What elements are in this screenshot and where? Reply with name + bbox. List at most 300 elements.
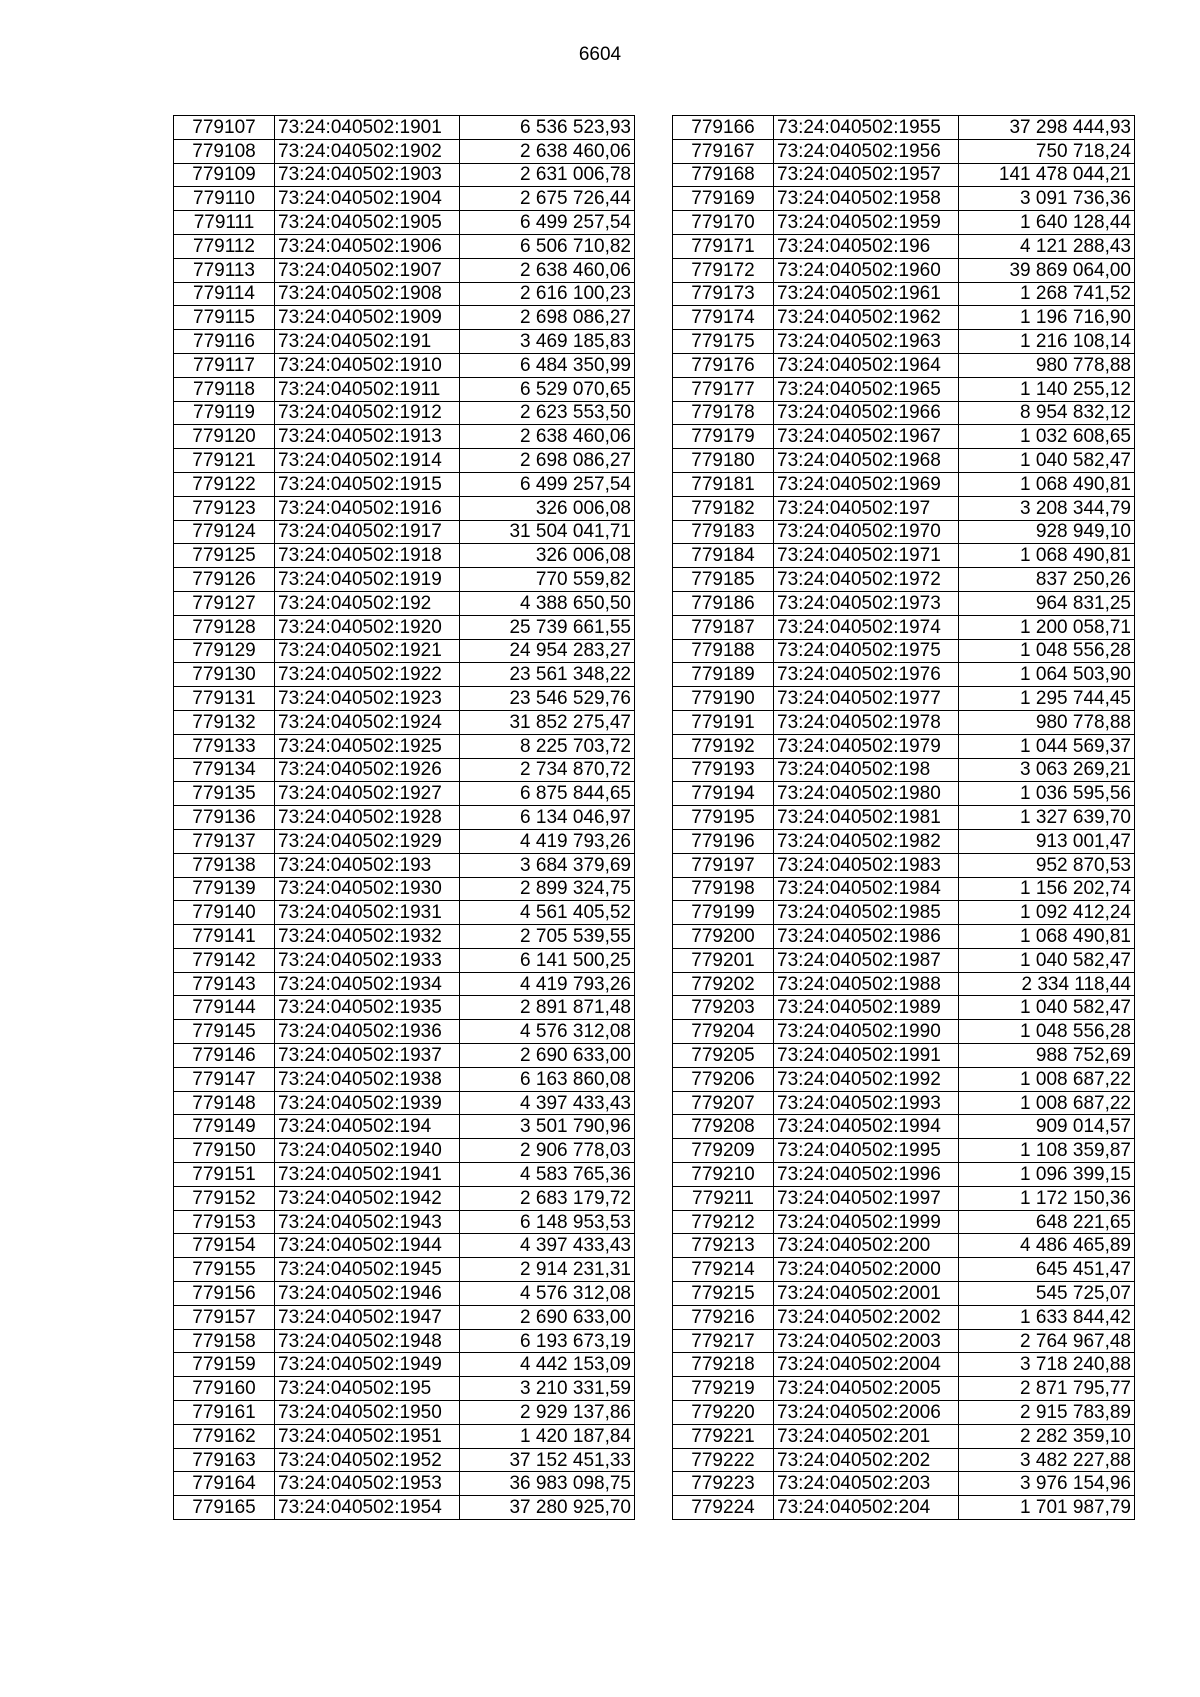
value-cell: 837 250,26 bbox=[959, 568, 1135, 592]
value-cell: 3 482 227,88 bbox=[959, 1448, 1135, 1472]
value-cell: 952 870,53 bbox=[959, 853, 1135, 877]
cadastral-number-cell: 73:24:040502:1987 bbox=[774, 948, 959, 972]
table-row bbox=[174, 449, 635, 473]
table-row bbox=[673, 116, 1135, 140]
row-number-cell: 779190 bbox=[673, 687, 774, 711]
cadastral-number-cell: 73:24:040502:1960 bbox=[774, 258, 959, 282]
table-row bbox=[673, 710, 1135, 734]
table-row bbox=[174, 330, 635, 354]
cadastral-number-cell: 73:24:040502:1973 bbox=[774, 591, 959, 615]
table-row bbox=[174, 377, 635, 401]
table-row bbox=[174, 1401, 635, 1425]
row-number-cell: 779180 bbox=[673, 449, 774, 473]
table-row bbox=[673, 353, 1135, 377]
table-row bbox=[673, 829, 1135, 853]
table-row bbox=[673, 591, 1135, 615]
cadastral-number-cell: 73:24:040502:1993 bbox=[774, 1091, 959, 1115]
cadastral-number-cell: 73:24:040502:201 bbox=[774, 1424, 959, 1448]
cadastral-number-cell: 73:24:040502:2005 bbox=[774, 1377, 959, 1401]
row-number-cell: 779145 bbox=[174, 1020, 275, 1044]
value-cell: 909 014,57 bbox=[959, 1115, 1135, 1139]
table-row bbox=[673, 330, 1135, 354]
table-row bbox=[673, 306, 1135, 330]
row-number-cell: 779203 bbox=[673, 996, 774, 1020]
data-table-left bbox=[173, 115, 635, 1520]
table-row bbox=[174, 734, 635, 758]
value-cell: 928 949,10 bbox=[959, 520, 1135, 544]
cadastral-number-cell: 73:24:040502:1933 bbox=[275, 948, 460, 972]
value-cell: 4 576 312,08 bbox=[460, 1282, 635, 1306]
table-row bbox=[673, 258, 1135, 282]
value-cell: 3 208 344,79 bbox=[959, 496, 1135, 520]
value-cell: 4 419 793,26 bbox=[460, 972, 635, 996]
value-cell: 2 334 118,44 bbox=[959, 972, 1135, 996]
value-cell: 8 225 703,72 bbox=[460, 734, 635, 758]
row-number-cell: 779144 bbox=[174, 996, 275, 1020]
table-row bbox=[174, 877, 635, 901]
value-cell: 2 683 179,72 bbox=[460, 1186, 635, 1210]
cadastral-number-cell: 73:24:040502:1963 bbox=[774, 330, 959, 354]
table-row bbox=[174, 829, 635, 853]
value-cell: 1 172 150,36 bbox=[959, 1186, 1135, 1210]
table-row bbox=[174, 1258, 635, 1282]
value-cell: 3 718 240,88 bbox=[959, 1353, 1135, 1377]
row-number-cell: 779128 bbox=[174, 615, 275, 639]
row-number-cell: 779173 bbox=[673, 282, 774, 306]
row-number-cell: 779149 bbox=[174, 1115, 275, 1139]
cadastral-number-cell: 73:24:040502:1979 bbox=[774, 734, 959, 758]
row-number-cell: 779140 bbox=[174, 901, 275, 925]
value-cell: 1 008 687,22 bbox=[959, 1067, 1135, 1091]
cadastral-number-cell: 73:24:040502:198 bbox=[774, 758, 959, 782]
table-row bbox=[174, 901, 635, 925]
cadastral-number-cell: 73:24:040502:1919 bbox=[275, 568, 460, 592]
row-number-cell: 779120 bbox=[174, 425, 275, 449]
cadastral-number-cell: 73:24:040502:1978 bbox=[774, 710, 959, 734]
table-row bbox=[174, 472, 635, 496]
cadastral-number-cell: 73:24:040502:1939 bbox=[275, 1091, 460, 1115]
row-number-cell: 779158 bbox=[174, 1329, 275, 1353]
row-number-cell: 779207 bbox=[673, 1091, 774, 1115]
value-cell: 1 064 503,90 bbox=[959, 663, 1135, 687]
value-cell: 1 092 412,24 bbox=[959, 901, 1135, 925]
row-number-cell: 779194 bbox=[673, 782, 774, 806]
value-cell: 1 036 595,56 bbox=[959, 782, 1135, 806]
value-cell: 2 899 324,75 bbox=[460, 877, 635, 901]
cadastral-number-cell: 73:24:040502:1934 bbox=[275, 972, 460, 996]
row-number-cell: 779183 bbox=[673, 520, 774, 544]
row-number-cell: 779181 bbox=[673, 472, 774, 496]
value-cell: 2 690 633,00 bbox=[460, 1044, 635, 1068]
value-cell: 1 268 741,52 bbox=[959, 282, 1135, 306]
row-number-cell: 779222 bbox=[673, 1448, 774, 1472]
cadastral-number-cell: 73:24:040502:1901 bbox=[275, 116, 460, 140]
cadastral-number-cell: 73:24:040502:1905 bbox=[275, 211, 460, 235]
table-row bbox=[174, 1353, 635, 1377]
cadastral-number-cell: 73:24:040502:1931 bbox=[275, 901, 460, 925]
table-row bbox=[174, 234, 635, 258]
row-number-cell: 779114 bbox=[174, 282, 275, 306]
value-cell: 23 561 348,22 bbox=[460, 663, 635, 687]
cadastral-number-cell: 73:24:040502:1946 bbox=[275, 1282, 460, 1306]
cadastral-number-cell: 73:24:040502:1964 bbox=[774, 353, 959, 377]
table-row bbox=[174, 710, 635, 734]
table-row bbox=[174, 1448, 635, 1472]
value-cell: 1 640 128,44 bbox=[959, 211, 1135, 235]
value-cell: 6 134 046,97 bbox=[460, 806, 635, 830]
table-row bbox=[673, 568, 1135, 592]
table-row bbox=[673, 1115, 1135, 1139]
row-number-cell: 779161 bbox=[174, 1401, 275, 1425]
table-row bbox=[174, 116, 635, 140]
value-cell: 6 193 673,19 bbox=[460, 1329, 635, 1353]
value-cell: 4 397 433,43 bbox=[460, 1091, 635, 1115]
table-row bbox=[174, 663, 635, 687]
table-row bbox=[673, 282, 1135, 306]
cadastral-number-cell: 73:24:040502:1982 bbox=[774, 829, 959, 853]
row-number-cell: 779217 bbox=[673, 1329, 774, 1353]
value-cell: 4 388 650,50 bbox=[460, 591, 635, 615]
value-cell: 2 675 726,44 bbox=[460, 187, 635, 211]
row-number-cell: 779123 bbox=[174, 496, 275, 520]
table-row bbox=[673, 401, 1135, 425]
row-number-cell: 779224 bbox=[673, 1496, 774, 1520]
value-cell: 1 032 608,65 bbox=[959, 425, 1135, 449]
table-row bbox=[174, 972, 635, 996]
row-number-cell: 779187 bbox=[673, 615, 774, 639]
value-cell: 2 705 539,55 bbox=[460, 925, 635, 949]
table-row bbox=[174, 1020, 635, 1044]
value-cell: 1 068 490,81 bbox=[959, 544, 1135, 568]
row-number-cell: 779199 bbox=[673, 901, 774, 925]
table-row bbox=[673, 782, 1135, 806]
row-number-cell: 779201 bbox=[673, 948, 774, 972]
cadastral-number-cell: 73:24:040502:1986 bbox=[774, 925, 959, 949]
value-cell: 36 983 098,75 bbox=[460, 1472, 635, 1496]
table-row bbox=[673, 377, 1135, 401]
table-row bbox=[174, 1424, 635, 1448]
table-row bbox=[174, 1186, 635, 1210]
table-row bbox=[174, 306, 635, 330]
cadastral-number-cell: 73:24:040502:1970 bbox=[774, 520, 959, 544]
value-cell: 545 725,07 bbox=[959, 1282, 1135, 1306]
table-row bbox=[174, 1377, 635, 1401]
row-number-cell: 779141 bbox=[174, 925, 275, 949]
row-number-cell: 779170 bbox=[673, 211, 774, 235]
row-number-cell: 779172 bbox=[673, 258, 774, 282]
row-number-cell: 779108 bbox=[174, 139, 275, 163]
table-row bbox=[673, 1329, 1135, 1353]
cadastral-number-cell: 73:24:040502:1916 bbox=[275, 496, 460, 520]
row-number-cell: 779221 bbox=[673, 1424, 774, 1448]
row-number-cell: 779132 bbox=[174, 710, 275, 734]
value-cell: 31 504 041,71 bbox=[460, 520, 635, 544]
table-row bbox=[673, 615, 1135, 639]
table-row bbox=[673, 1258, 1135, 1282]
value-cell: 8 954 832,12 bbox=[959, 401, 1135, 425]
value-cell: 1 108 359,87 bbox=[959, 1139, 1135, 1163]
row-number-cell: 779184 bbox=[673, 544, 774, 568]
cadastral-number-cell: 73:24:040502:1906 bbox=[275, 234, 460, 258]
cadastral-number-cell: 73:24:040502:1908 bbox=[275, 282, 460, 306]
value-cell: 1 068 490,81 bbox=[959, 472, 1135, 496]
table-row bbox=[174, 139, 635, 163]
row-number-cell: 779131 bbox=[174, 687, 275, 711]
row-number-cell: 779198 bbox=[673, 877, 774, 901]
cadastral-number-cell: 73:24:040502:200 bbox=[774, 1234, 959, 1258]
cadastral-number-cell: 73:24:040502:1950 bbox=[275, 1401, 460, 1425]
cadastral-number-cell: 73:24:040502:1954 bbox=[275, 1496, 460, 1520]
value-cell: 326 006,08 bbox=[460, 496, 635, 520]
row-number-cell: 779107 bbox=[174, 116, 275, 140]
value-cell: 6 506 710,82 bbox=[460, 234, 635, 258]
table-row bbox=[673, 1186, 1135, 1210]
table-row bbox=[174, 1496, 635, 1520]
value-cell: 4 121 288,43 bbox=[959, 234, 1135, 258]
cadastral-number-cell: 73:24:040502:196 bbox=[774, 234, 959, 258]
cadastral-number-cell: 73:24:040502:1991 bbox=[774, 1044, 959, 1068]
cadastral-number-cell: 73:24:040502:1917 bbox=[275, 520, 460, 544]
cadastral-number-cell: 73:24:040502:1902 bbox=[275, 139, 460, 163]
row-number-cell: 779111 bbox=[174, 211, 275, 235]
row-number-cell: 779209 bbox=[673, 1139, 774, 1163]
data-table-right bbox=[672, 115, 1135, 1520]
table-row bbox=[673, 544, 1135, 568]
cadastral-number-cell: 73:24:040502:2006 bbox=[774, 1401, 959, 1425]
value-cell: 37 280 925,70 bbox=[460, 1496, 635, 1520]
value-cell: 4 442 153,09 bbox=[460, 1353, 635, 1377]
row-number-cell: 779154 bbox=[174, 1234, 275, 1258]
cadastral-number-cell: 73:24:040502:1966 bbox=[774, 401, 959, 425]
cadastral-number-cell: 73:24:040502:1977 bbox=[774, 687, 959, 711]
value-cell: 2 914 231,31 bbox=[460, 1258, 635, 1282]
row-number-cell: 779118 bbox=[174, 377, 275, 401]
value-cell: 2 871 795,77 bbox=[959, 1377, 1135, 1401]
row-number-cell: 779167 bbox=[673, 139, 774, 163]
row-number-cell: 779125 bbox=[174, 544, 275, 568]
value-cell: 645 451,47 bbox=[959, 1258, 1135, 1282]
table-row bbox=[174, 353, 635, 377]
cadastral-number-cell: 73:24:040502:2004 bbox=[774, 1353, 959, 1377]
row-number-cell: 779166 bbox=[673, 116, 774, 140]
value-cell: 980 778,88 bbox=[959, 353, 1135, 377]
value-cell: 6 163 860,08 bbox=[460, 1067, 635, 1091]
table-row bbox=[174, 1305, 635, 1329]
cadastral-number-cell: 73:24:040502:1904 bbox=[275, 187, 460, 211]
row-number-cell: 779129 bbox=[174, 639, 275, 663]
row-number-cell: 779110 bbox=[174, 187, 275, 211]
value-cell: 2 638 460,06 bbox=[460, 425, 635, 449]
row-number-cell: 779139 bbox=[174, 877, 275, 901]
value-cell: 2 282 359,10 bbox=[959, 1424, 1135, 1448]
cadastral-number-cell: 73:24:040502:202 bbox=[774, 1448, 959, 1472]
value-cell: 3 501 790,96 bbox=[460, 1115, 635, 1139]
cadastral-number-cell: 73:24:040502:1980 bbox=[774, 782, 959, 806]
table-row bbox=[673, 901, 1135, 925]
table-row bbox=[673, 1377, 1135, 1401]
row-number-cell: 779213 bbox=[673, 1234, 774, 1258]
row-number-cell: 779146 bbox=[174, 1044, 275, 1068]
cadastral-number-cell: 73:24:040502:1951 bbox=[275, 1424, 460, 1448]
table-row bbox=[174, 258, 635, 282]
cadastral-number-cell: 73:24:040502:2001 bbox=[774, 1282, 959, 1306]
value-cell: 4 419 793,26 bbox=[460, 829, 635, 853]
cadastral-number-cell: 73:24:040502:1948 bbox=[275, 1329, 460, 1353]
row-number-cell: 779189 bbox=[673, 663, 774, 687]
table-row bbox=[174, 1044, 635, 1068]
value-cell: 24 954 283,27 bbox=[460, 639, 635, 663]
cadastral-number-cell: 73:24:040502:1924 bbox=[275, 710, 460, 734]
row-number-cell: 779219 bbox=[673, 1377, 774, 1401]
row-number-cell: 779208 bbox=[673, 1115, 774, 1139]
page-number: 6604 bbox=[578, 44, 622, 65]
cadastral-number-cell: 73:24:040502:1909 bbox=[275, 306, 460, 330]
row-number-cell: 779117 bbox=[174, 353, 275, 377]
cadastral-number-cell: 73:24:040502:1992 bbox=[774, 1067, 959, 1091]
value-cell: 2 734 870,72 bbox=[460, 758, 635, 782]
value-cell: 3 091 736,36 bbox=[959, 187, 1135, 211]
row-number-cell: 779151 bbox=[174, 1163, 275, 1187]
value-cell: 3 684 379,69 bbox=[460, 853, 635, 877]
value-cell: 913 001,47 bbox=[959, 829, 1135, 853]
cadastral-number-cell: 73:24:040502:1957 bbox=[774, 163, 959, 187]
value-cell: 1 156 202,74 bbox=[959, 877, 1135, 901]
cadastral-number-cell: 73:24:040502:1914 bbox=[275, 449, 460, 473]
cadastral-number-cell: 73:24:040502:1958 bbox=[774, 187, 959, 211]
cadastral-number-cell: 73:24:040502:1984 bbox=[774, 877, 959, 901]
cadastral-number-cell: 73:24:040502:1927 bbox=[275, 782, 460, 806]
table-row bbox=[174, 925, 635, 949]
table-row bbox=[673, 1282, 1135, 1306]
cadastral-number-cell: 73:24:040502:191 bbox=[275, 330, 460, 354]
value-cell: 141 478 044,21 bbox=[959, 163, 1135, 187]
value-cell: 23 546 529,76 bbox=[460, 687, 635, 711]
cadastral-number-cell: 73:24:040502:1996 bbox=[774, 1163, 959, 1187]
table-row bbox=[673, 520, 1135, 544]
table-row bbox=[174, 1139, 635, 1163]
table-row bbox=[174, 1091, 635, 1115]
value-cell: 1 196 716,90 bbox=[959, 306, 1135, 330]
table-row bbox=[673, 163, 1135, 187]
table-row bbox=[673, 1234, 1135, 1258]
table-row bbox=[174, 687, 635, 711]
cadastral-number-cell: 73:24:040502:2000 bbox=[774, 1258, 959, 1282]
row-number-cell: 779156 bbox=[174, 1282, 275, 1306]
table-row bbox=[673, 734, 1135, 758]
cadastral-number-cell: 73:24:040502:1971 bbox=[774, 544, 959, 568]
value-cell: 2 698 086,27 bbox=[460, 306, 635, 330]
row-number-cell: 779138 bbox=[174, 853, 275, 877]
value-cell: 1 140 255,12 bbox=[959, 377, 1135, 401]
table-row bbox=[673, 996, 1135, 1020]
table-row bbox=[673, 1472, 1135, 1496]
table-row bbox=[673, 663, 1135, 687]
table-row bbox=[673, 187, 1135, 211]
value-cell: 1 040 582,47 bbox=[959, 996, 1135, 1020]
table-row bbox=[673, 496, 1135, 520]
table-row bbox=[673, 1067, 1135, 1091]
value-cell: 6 484 350,99 bbox=[460, 353, 635, 377]
table-row bbox=[673, 853, 1135, 877]
table-row bbox=[673, 1163, 1135, 1187]
row-number-cell: 779121 bbox=[174, 449, 275, 473]
row-number-cell: 779220 bbox=[673, 1401, 774, 1425]
row-number-cell: 779218 bbox=[673, 1353, 774, 1377]
cadastral-number-cell: 73:24:040502:1952 bbox=[275, 1448, 460, 1472]
cadastral-number-cell: 73:24:040502:1942 bbox=[275, 1186, 460, 1210]
row-number-cell: 779143 bbox=[174, 972, 275, 996]
cadastral-number-cell: 73:24:040502:1932 bbox=[275, 925, 460, 949]
table-row bbox=[174, 1210, 635, 1234]
row-number-cell: 779200 bbox=[673, 925, 774, 949]
table-row bbox=[174, 1472, 635, 1496]
row-number-cell: 779109 bbox=[174, 163, 275, 187]
cadastral-number-cell: 73:24:040502:1920 bbox=[275, 615, 460, 639]
value-cell: 1 327 639,70 bbox=[959, 806, 1135, 830]
cadastral-number-cell: 73:24:040502:1941 bbox=[275, 1163, 460, 1187]
value-cell: 6 499 257,54 bbox=[460, 211, 635, 235]
row-number-cell: 779197 bbox=[673, 853, 774, 877]
value-cell: 4 486 465,89 bbox=[959, 1234, 1135, 1258]
cadastral-number-cell: 73:24:040502:1995 bbox=[774, 1139, 959, 1163]
row-number-cell: 779202 bbox=[673, 972, 774, 996]
row-number-cell: 779169 bbox=[673, 187, 774, 211]
value-cell: 25 739 661,55 bbox=[460, 615, 635, 639]
row-number-cell: 779195 bbox=[673, 806, 774, 830]
cadastral-number-cell: 73:24:040502:1935 bbox=[275, 996, 460, 1020]
cadastral-number-cell: 73:24:040502:1976 bbox=[774, 663, 959, 687]
table-row bbox=[174, 568, 635, 592]
value-cell: 1 420 187,84 bbox=[460, 1424, 635, 1448]
cadastral-number-cell: 73:24:040502:1911 bbox=[275, 377, 460, 401]
value-cell: 326 006,08 bbox=[460, 544, 635, 568]
value-cell: 2 891 871,48 bbox=[460, 996, 635, 1020]
table-row bbox=[174, 806, 635, 830]
table-row bbox=[673, 806, 1135, 830]
table-row bbox=[673, 139, 1135, 163]
row-number-cell: 779157 bbox=[174, 1305, 275, 1329]
row-number-cell: 779126 bbox=[174, 568, 275, 592]
row-number-cell: 779148 bbox=[174, 1091, 275, 1115]
cadastral-number-cell: 73:24:040502:2003 bbox=[774, 1329, 959, 1353]
cadastral-number-cell: 73:24:040502:193 bbox=[275, 853, 460, 877]
cadastral-number-cell: 73:24:040502:1944 bbox=[275, 1234, 460, 1258]
row-number-cell: 779196 bbox=[673, 829, 774, 853]
value-cell: 1 040 582,47 bbox=[959, 948, 1135, 972]
table-row bbox=[673, 639, 1135, 663]
table-row bbox=[174, 615, 635, 639]
cadastral-number-cell: 73:24:040502:1903 bbox=[275, 163, 460, 187]
value-cell: 770 559,82 bbox=[460, 568, 635, 592]
row-number-cell: 779115 bbox=[174, 306, 275, 330]
row-number-cell: 779136 bbox=[174, 806, 275, 830]
row-number-cell: 779193 bbox=[673, 758, 774, 782]
value-cell: 1 040 582,47 bbox=[959, 449, 1135, 473]
row-number-cell: 779153 bbox=[174, 1210, 275, 1234]
value-cell: 3 210 331,59 bbox=[460, 1377, 635, 1401]
row-number-cell: 779171 bbox=[673, 234, 774, 258]
row-number-cell: 779159 bbox=[174, 1353, 275, 1377]
table-row bbox=[174, 948, 635, 972]
table-row bbox=[673, 1020, 1135, 1044]
value-cell: 6 148 953,53 bbox=[460, 1210, 635, 1234]
row-number-cell: 779122 bbox=[174, 472, 275, 496]
cadastral-number-cell: 73:24:040502:1994 bbox=[774, 1115, 959, 1139]
value-cell: 4 583 765,36 bbox=[460, 1163, 635, 1187]
row-number-cell: 779205 bbox=[673, 1044, 774, 1068]
table-row bbox=[673, 211, 1135, 235]
value-cell: 6 536 523,93 bbox=[460, 116, 635, 140]
